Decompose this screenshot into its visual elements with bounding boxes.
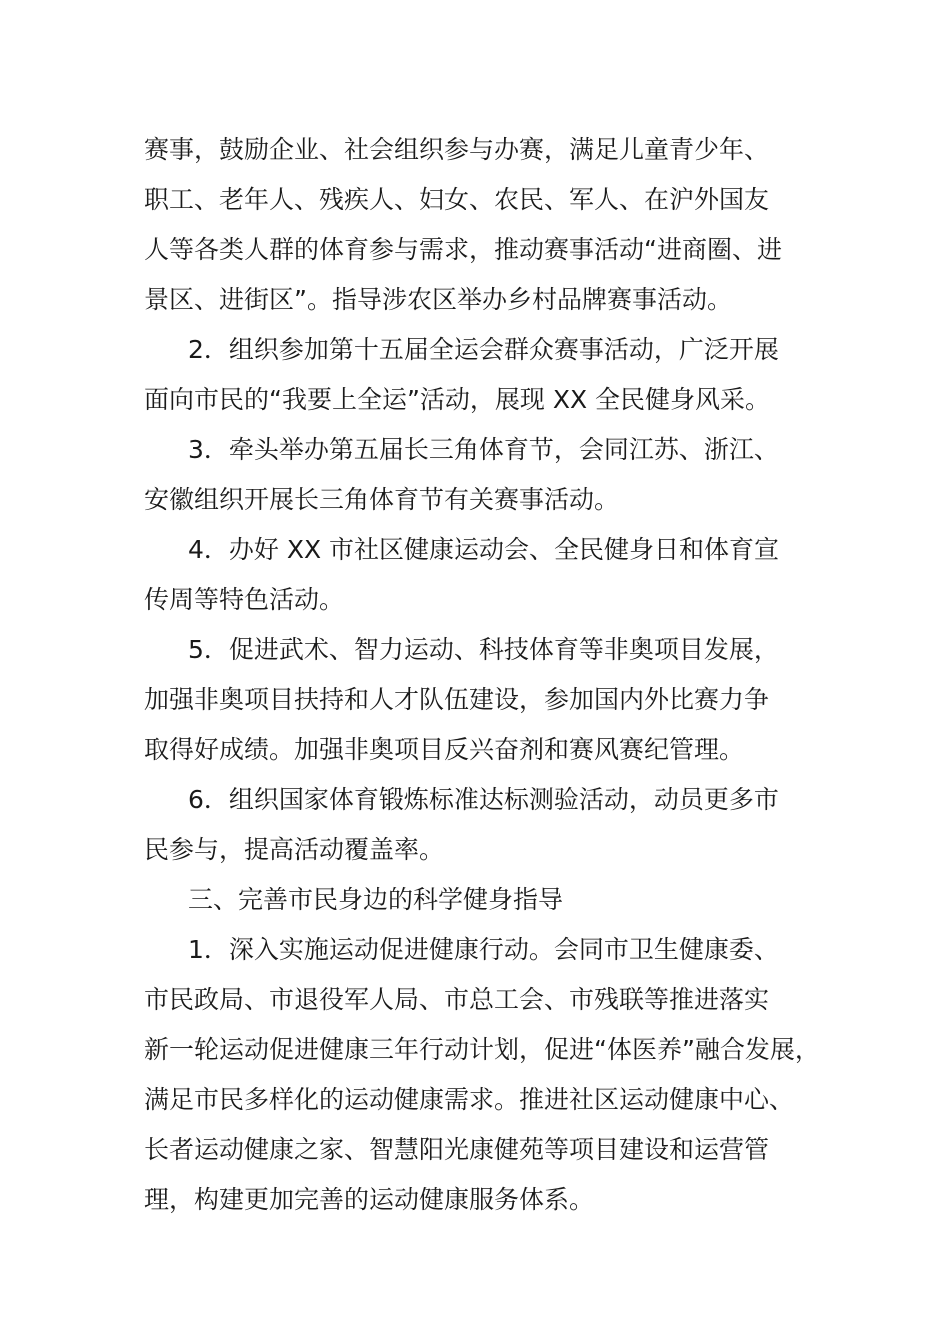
text-line: 长者运动健康之家、智慧阳光康健苑等项目建设和运营管 <box>144 1135 770 1164</box>
text-line: 人等各类人群的体育参与需求，推动赛事活动“进商圈、进 <box>144 235 782 264</box>
text-line: 加强非奥项目扶持和人才队伍建设，参加国内外比赛力争 <box>144 685 770 714</box>
section-heading: 三、完善市民身边的科学健身指导 <box>188 885 564 914</box>
text-line: 5．促进武术、智力运动、科技体育等非奥项目发展， <box>188 635 779 664</box>
text-line: 2．组织参加第十五届全运会群众赛事活动，广泛开展 <box>188 335 779 364</box>
text-line: 理，构建更加完善的运动健康服务体系。 <box>144 1185 595 1214</box>
text-line: 4．办好 XX 市社区健康运动会、全民健身日和体育宣 <box>188 535 780 564</box>
text-line: 市民政局、市退役军人局、市总工会、市残联等推进落实 <box>144 985 770 1014</box>
text-line: 1．深入实施运动促进健康行动。会同市卫生健康委、 <box>188 935 779 964</box>
text-line: 满足市民多样化的运动健康需求。推进社区运动健康中心、 <box>144 1085 795 1114</box>
text-line: 安徽组织开展长三角体育节有关赛事活动。 <box>144 485 620 514</box>
text-line: 民参与，提高活动覆盖率。 <box>144 835 445 864</box>
text-line: 取得好成绩。加强非奥项目反兴奋剂和赛风赛纪管理。 <box>144 735 745 764</box>
text-line: 面向市民的“我要上全运”活动，展现 XX 全民健身风采。 <box>144 385 771 414</box>
text-line: 景区、进街区”。指导涉农区举办乡村品牌赛事活动。 <box>144 285 732 314</box>
text-line: 职工、老年人、残疾人、妇女、农民、军人、在沪外国友 <box>144 185 770 214</box>
text-line: 赛事，鼓励企业、社会组织参与办赛，满足儿童青少年、 <box>144 135 770 164</box>
text-line: 3．牵头举办第五届长三角体育节，会同江苏、浙江、 <box>188 435 779 464</box>
text-line: 传周等特色活动。 <box>144 585 345 614</box>
text-line: 6．组织国家体育锻炼标准达标测验活动，动员更多市 <box>188 785 779 814</box>
text-line: 新一轮运动促进健康三年行动计划，促进“体医养”融合发展， <box>144 1035 820 1064</box>
